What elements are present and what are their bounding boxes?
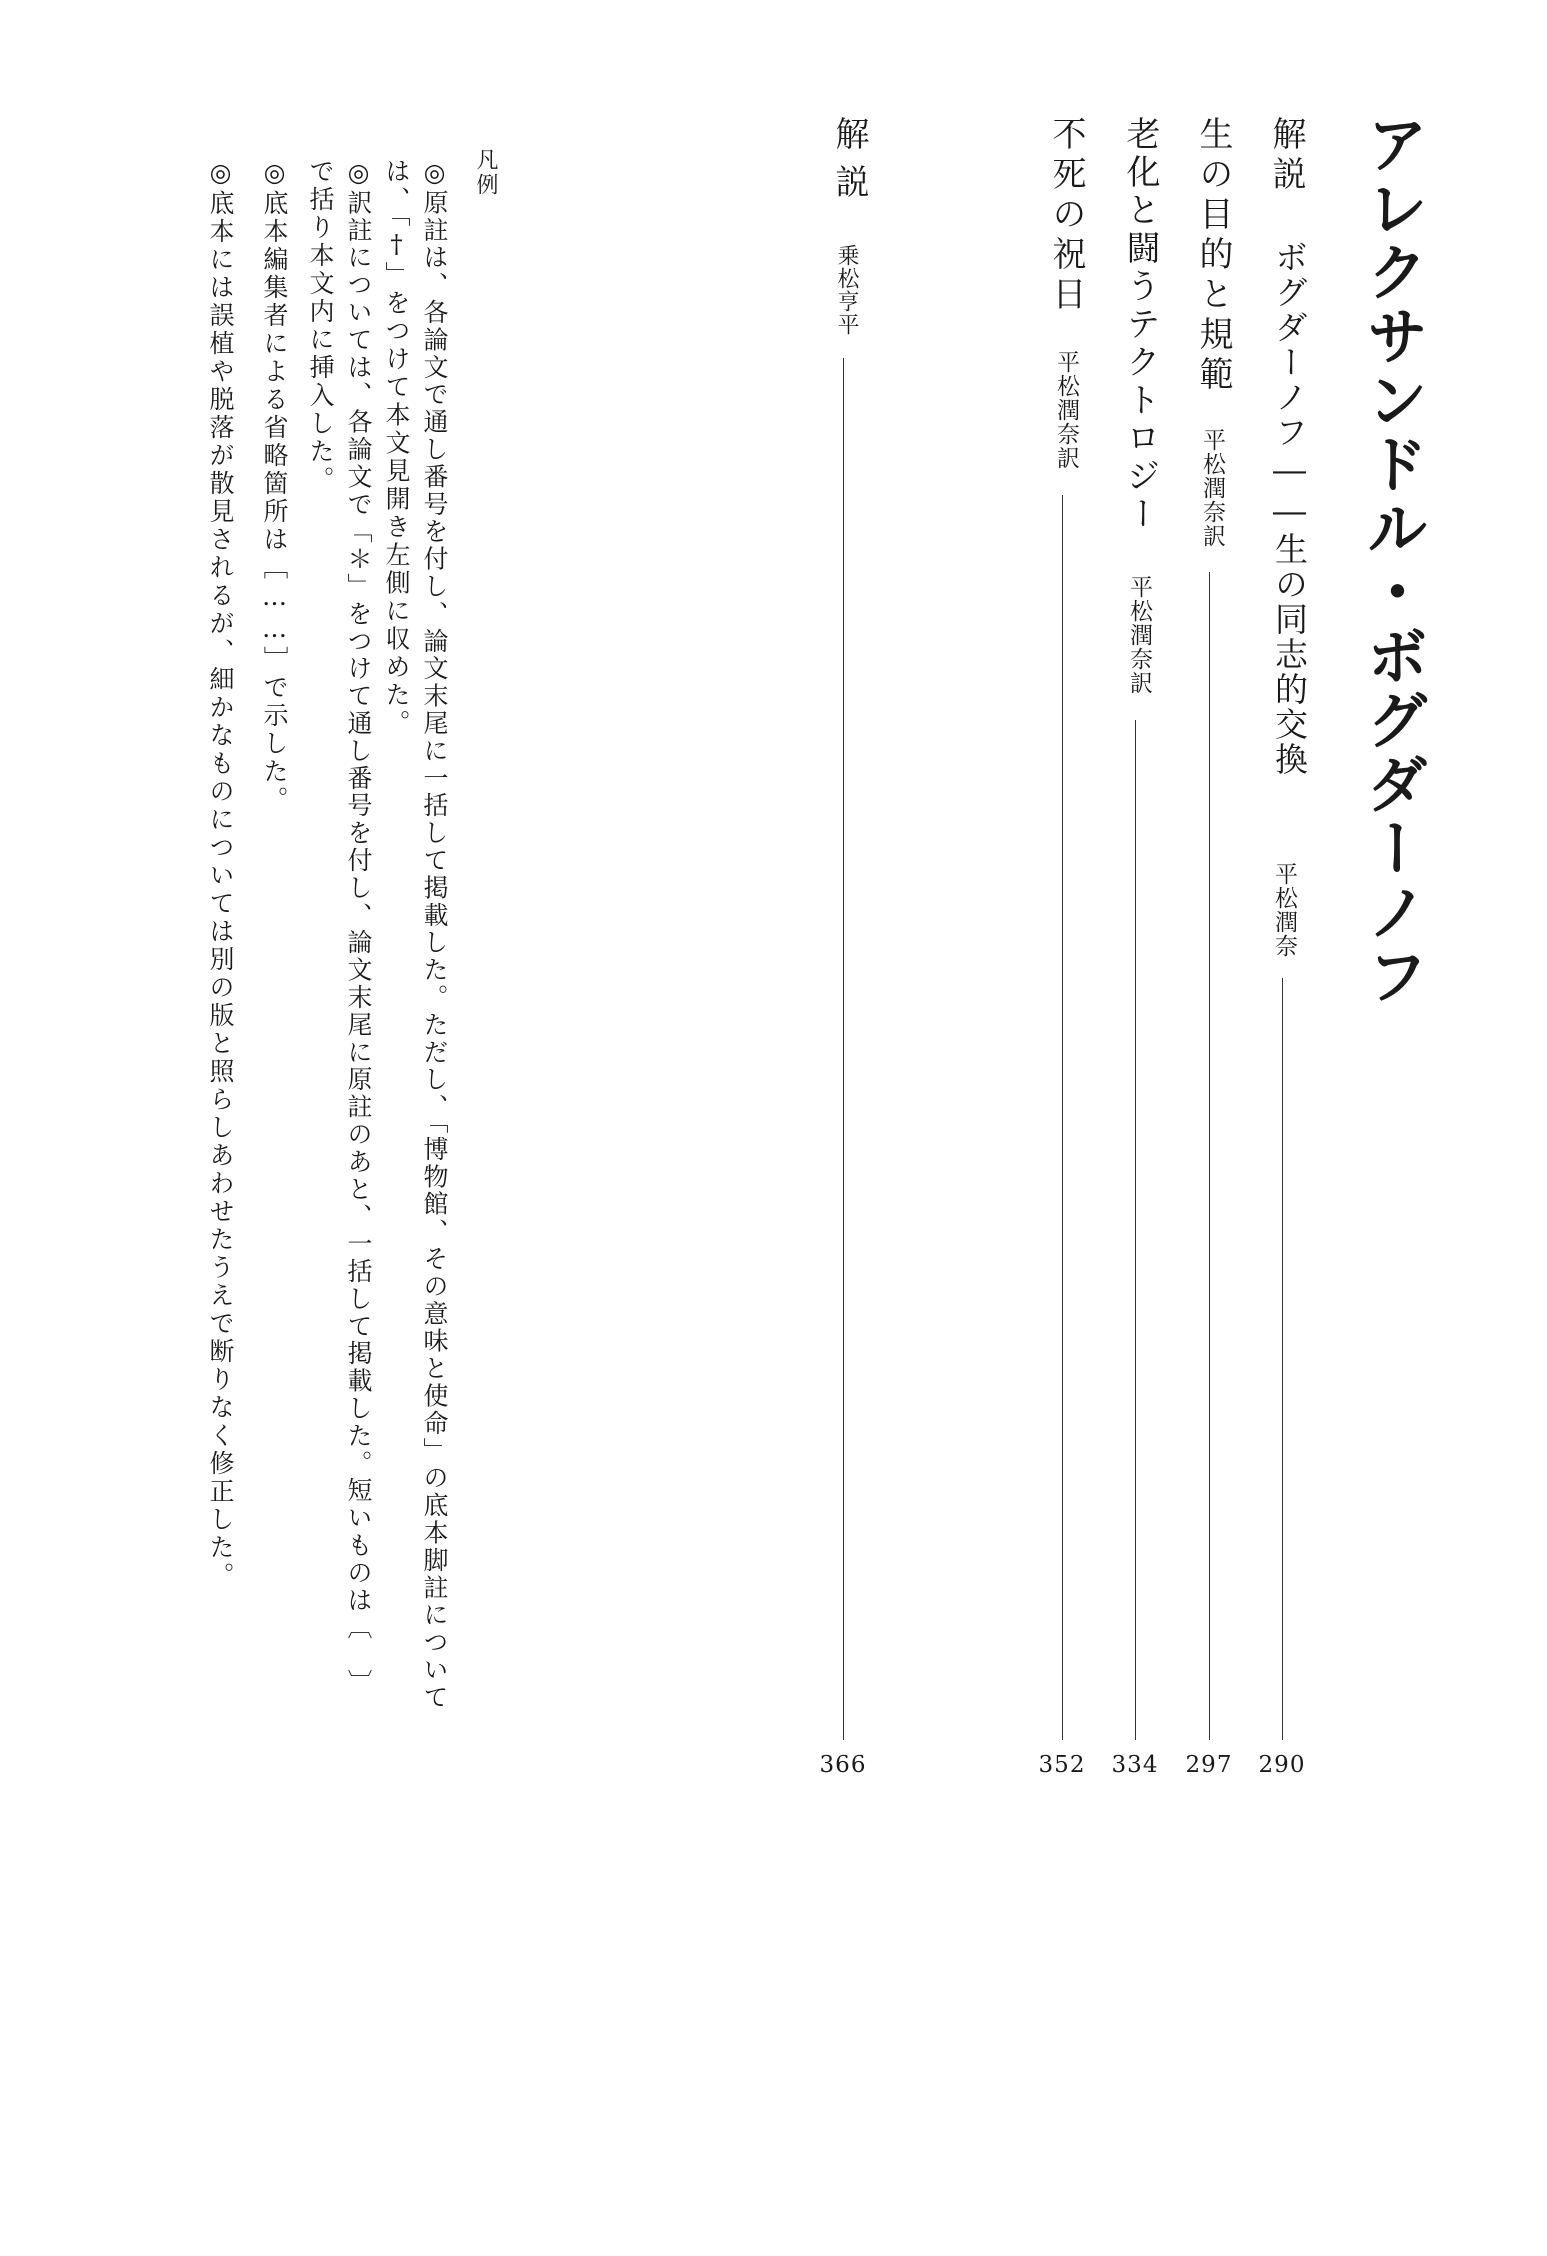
toc-entry-translator: 乗松亨平: [834, 244, 859, 336]
toc-page-number: 334: [1111, 1752, 1159, 1778]
note-line: ◎底本編集者による省略箇所は［……］で示した。: [260, 158, 289, 814]
note-line: ◎訳註については、各論文で「＊」をつけて通し番号を付し、論文末尾に原註のあと、一括して掲載した。短いものは〔 〕: [344, 158, 373, 1697]
toc-entry-title: 老化と闘うテクトロジー: [1120, 116, 1160, 534]
toc-entry-translator: 平松潤奈訳: [1126, 575, 1152, 695]
toc-page-number: 352: [1038, 1752, 1086, 1778]
toc-entry-title: 不死の祝日: [1046, 116, 1086, 316]
toc-leader-line: [843, 358, 844, 1740]
toc-entry-title: 解説: [829, 116, 869, 212]
toc-page-number: 290: [1258, 1752, 1306, 1778]
note-line: は、「†」をつけて本文見開き左側に収めた。: [382, 158, 411, 738]
toc-leader-line: [1282, 978, 1283, 1740]
toc-entry-translator: 平松潤奈訳: [1053, 350, 1079, 470]
notes-heading: 凡例: [473, 148, 498, 198]
toc-entry-subtitle: ボグダーノフ――生の同志的交換: [1270, 240, 1309, 777]
toc-page-number: 297: [1185, 1752, 1233, 1778]
toc-leader-line: [1062, 495, 1063, 1740]
note-line: ◎底本には誤植や脱落が散見されるが、細かなものについては別の版と照らしあわせたうえで断りなく修正した。: [206, 158, 235, 1590]
toc-entry-translator: 平松潤奈: [1271, 862, 1297, 958]
book-title: アレクサンドル・ボグダーノフ: [1356, 112, 1429, 1008]
toc-leader-line: [1209, 572, 1210, 1740]
toc-page-number: 366: [819, 1752, 867, 1778]
toc-leader-line: [1135, 720, 1136, 1740]
toc-entry-translator: 平松潤奈訳: [1199, 428, 1225, 548]
toc-entry-title: 生の目的と規範: [1193, 116, 1233, 396]
note-line: ◎原註は、各論文で通し番号を付し、論文末尾に一括して掲載した。ただし、「博物館、その意味と使命」の底本脚註について: [420, 158, 449, 1712]
toc-entry-title: 解説: [1266, 116, 1306, 196]
note-line: で括り本文内に挿入した。: [306, 158, 335, 494]
